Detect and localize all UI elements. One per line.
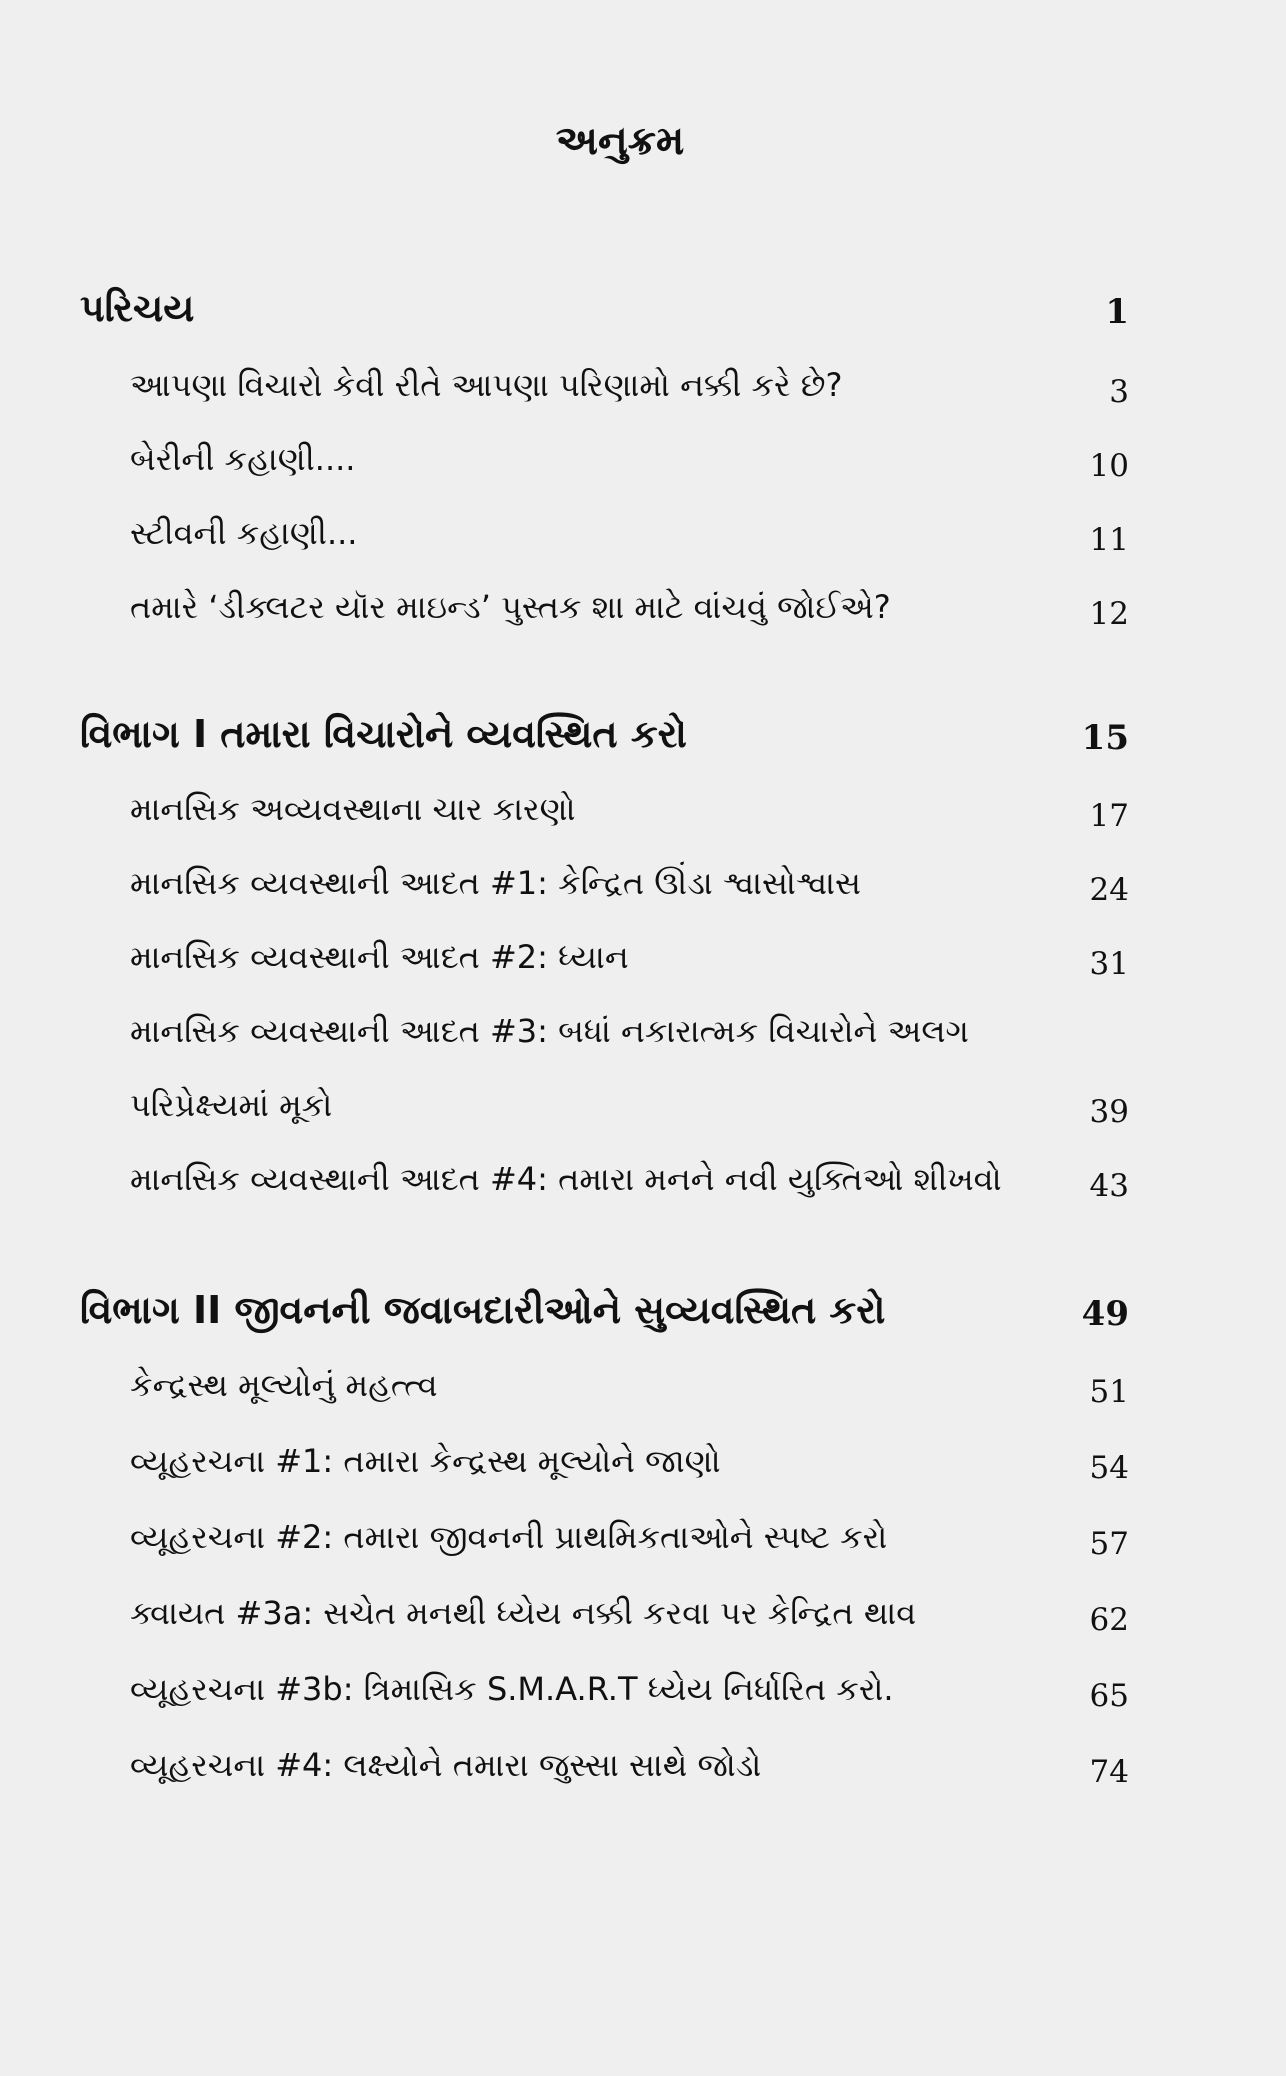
- toc-entry-label: વ્યૂહરચના #2: તમારા જીવનની પ્રાથમિકતાઓને સ્પષ્ટ કરો: [130, 1518, 888, 1556]
- toc-section-label: વિભાગ II જીવનની જવાબદારીઓને સુવ્યવસ્થિત કરો: [80, 1288, 886, 1332]
- toc-section-label: વિભાગ I તમારા વિચારોને વ્યવસ્થિત કરો: [80, 712, 687, 756]
- toc-entry-label: માનસિક અવ્યવસ્થાના ચાર કારણો: [130, 790, 576, 828]
- toc-entry-label: આપણા વિચારો કેવી રીતે આપણા પરિણામો નક્કી કરે છે?: [130, 366, 843, 404]
- toc-entry-label: માનસિક વ્યવસ્થાની આદત #2: ધ્યાન: [130, 938, 629, 976]
- toc-entry-label: માનસિક વ્યવસ્થાની આદત #3: બધાં નકારાત્મક વિચારોને અલગ: [130, 1012, 969, 1050]
- page-title: અનુક્રમ: [555, 118, 685, 164]
- toc-section-part-1[interactable]: [0, 712, 1286, 772]
- toc-entry-label-continued: પરિપ્રેક્ષ્યમાં મૂકો: [130, 1086, 333, 1124]
- toc-entry-continuation[interactable]: [0, 1086, 1286, 1146]
- toc-entry-label: ક્વાયત #3a: સચેત મનથી ધ્યેય નક્કી કરવા પર કેન્દ્રિત થાવ: [130, 1594, 917, 1632]
- toc-page-number: 65: [1089, 1678, 1129, 1714]
- toc-section-intro[interactable]: [0, 286, 1286, 346]
- toc-page-number: 57: [1089, 1526, 1129, 1562]
- toc-page-number: 10: [1089, 448, 1129, 484]
- toc-entry-label: કેન્દ્રસ્થ મૂલ્યોનું મહત્ત્વ: [130, 1366, 438, 1404]
- toc-page-number: 15: [1081, 718, 1129, 758]
- toc-entry-label: વ્યૂહરચના #1: તમારા કેન્દ્રસ્થ મૂલ્યોને જાણો: [130, 1442, 721, 1480]
- toc-page-number: 11: [1089, 522, 1129, 558]
- toc-entry[interactable]: [0, 1670, 1286, 1730]
- toc-entry[interactable]: [0, 514, 1286, 574]
- toc-page-number: 39: [1089, 1094, 1129, 1130]
- toc-entry-label: તમારે ‘ડીક્લટર યૉર માઇન્ડ’ પુસ્તક શા માટે વાંચવું જોઈએ?: [130, 588, 891, 626]
- toc-entry[interactable]: [0, 1160, 1286, 1220]
- toc-entry-label: માનસિક વ્યવસ્થાની આદત #4: તમારા મનને નવી યુક્તિઓ શીખવો: [130, 1160, 1002, 1198]
- toc-entry[interactable]: [0, 1594, 1286, 1654]
- toc-section-part-2[interactable]: [0, 1288, 1286, 1348]
- toc-page-number: 43: [1089, 1168, 1129, 1204]
- toc-page-number: 51: [1089, 1374, 1129, 1410]
- toc-entry[interactable]: [0, 864, 1286, 924]
- toc-entry[interactable]: [0, 1746, 1286, 1806]
- toc-entry[interactable]: [0, 790, 1286, 850]
- toc-entry[interactable]: [0, 1366, 1286, 1426]
- toc-entry[interactable]: [0, 1518, 1286, 1578]
- toc-page-number: 62: [1089, 1602, 1129, 1638]
- toc-entry-label: માનસિક વ્યવસ્થાની આદત #1: કેન્દ્રિત ઊંડા શ્વાસોશ્વાસ: [130, 864, 861, 902]
- toc-page-number: 12: [1089, 596, 1129, 632]
- toc-entry[interactable]: [0, 938, 1286, 998]
- toc-page-number: 49: [1081, 1294, 1129, 1334]
- toc-entry[interactable]: [0, 588, 1286, 648]
- toc-page-number: 54: [1089, 1450, 1129, 1486]
- toc-entry[interactable]: [0, 1012, 1286, 1072]
- toc-page-number: 31: [1089, 946, 1129, 982]
- toc-section-label: પરિચય: [80, 286, 195, 330]
- toc-entry[interactable]: [0, 440, 1286, 500]
- toc-entry[interactable]: [0, 366, 1286, 426]
- toc-page-number: 1: [1105, 292, 1129, 332]
- toc-entry-label: સ્ટીવની કહાણી...: [130, 514, 358, 552]
- toc-page-number: 74: [1089, 1754, 1129, 1790]
- toc-page-number: 3: [1109, 374, 1129, 410]
- toc-entry-label: વ્યૂહરચના #4: લક્ષ્યોને તમારા જુસ્સા સાથે જોડો: [130, 1746, 762, 1784]
- toc-entry-label: બેરીની કહાણી....: [130, 440, 356, 478]
- toc-entry[interactable]: [0, 1442, 1286, 1502]
- toc-page-number: 17: [1089, 798, 1129, 834]
- toc-entry-label: વ્યૂહરચના #3b: ત્રિમાસિક S.M.A.R.T ધ્યેય નિર્ધારિત કરો.: [130, 1670, 894, 1708]
- toc-page-number: 24: [1089, 872, 1129, 908]
